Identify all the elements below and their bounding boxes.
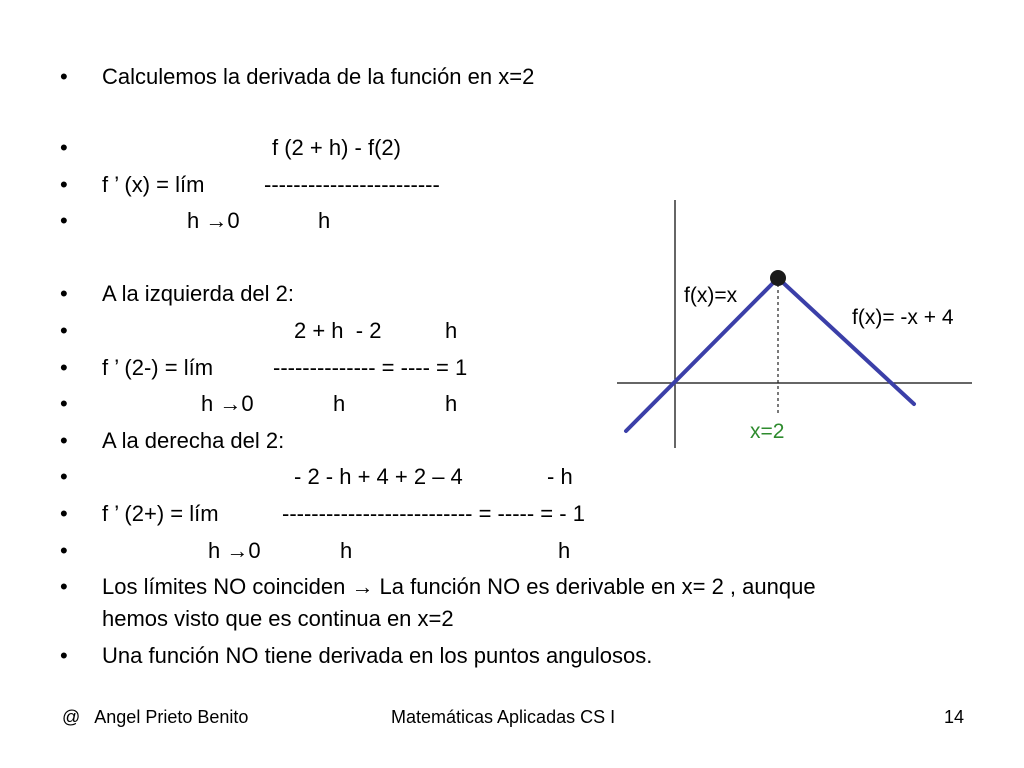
footer-course: Matemáticas Aplicadas CS I <box>391 707 616 727</box>
bullet: • <box>60 281 68 306</box>
bullet: • <box>60 574 68 599</box>
right-simplified-denominator: h <box>558 538 571 563</box>
line-f-x-equals-minus-x-plus-4 <box>778 278 914 404</box>
label-f-x-equals-minus-x-plus-4: f(x)= -x + 4 <box>852 306 954 329</box>
denominator: h <box>318 208 331 233</box>
label-f-x-equals-x: f(x)=x <box>684 284 738 307</box>
fraction-bar: ------------------------ <box>264 172 440 197</box>
left-fraction: -------------- = ---- = 1 <box>273 355 468 380</box>
bullet: • <box>60 64 68 89</box>
left-derivative: f ’ (2-) = lím <box>102 355 214 380</box>
arrow-icon: → <box>226 538 249 563</box>
left-simplified-denominator: h <box>445 391 458 416</box>
right-derivative: f ’ (2+) = lím <box>102 501 219 526</box>
bullet: • <box>60 355 68 380</box>
right-fraction: -------------------------- = ----- = - 1 <box>282 501 585 526</box>
bullet: • <box>60 391 68 416</box>
left-simplified-numerator: h <box>445 318 458 343</box>
left-denominator: h <box>333 391 346 416</box>
left-heading: A la izquierda del 2: <box>102 281 295 306</box>
right-numerator: - 2 - h + 4 + 2 – 4 <box>294 464 463 489</box>
arrow-icon: → <box>351 574 374 599</box>
bullet: • <box>60 538 68 563</box>
fraction-numerator: f (2 + h) - f(2) <box>272 135 401 160</box>
left-limit-variable: h →0 <box>201 391 254 416</box>
right-denominator: h <box>340 538 353 563</box>
bullet: • <box>60 643 68 668</box>
final-statement: Una función NO tiene derivada en los puntos angulosos. <box>102 643 653 668</box>
conclusion-line-1: Los límites NO coinciden → La función NO es derivable en x= 2 , aunque <box>102 574 816 599</box>
left-numerator: 2 + h - 2 <box>294 318 382 343</box>
footer-author: @ Angel Prieto Benito <box>62 707 249 727</box>
bullet: • <box>60 428 68 453</box>
bullet: • <box>60 135 68 160</box>
limit-variable: h →0 <box>187 208 240 233</box>
page-number: 14 <box>944 707 965 727</box>
vertex-point <box>770 270 786 286</box>
intro-text: Calculemos la derivada de la función en x=2 <box>102 64 535 89</box>
conclusion-line-2: hemos visto que es continua en x=2 <box>102 606 454 631</box>
arrow-icon: → <box>219 391 242 416</box>
arrow-icon: → <box>205 208 228 233</box>
bullet: • <box>60 172 68 197</box>
bullet: • <box>60 501 68 526</box>
bullet: • <box>60 208 68 233</box>
right-simplified-numerator: - h <box>547 464 573 489</box>
label-x-equals-2: x=2 <box>750 420 785 443</box>
right-heading: A la derecha del 2: <box>102 428 285 453</box>
bullet: • <box>60 464 68 489</box>
right-limit-variable: h →0 <box>208 538 261 563</box>
derivative-definition: f ’ (x) = lím <box>102 172 205 197</box>
bullet: • <box>60 318 68 343</box>
